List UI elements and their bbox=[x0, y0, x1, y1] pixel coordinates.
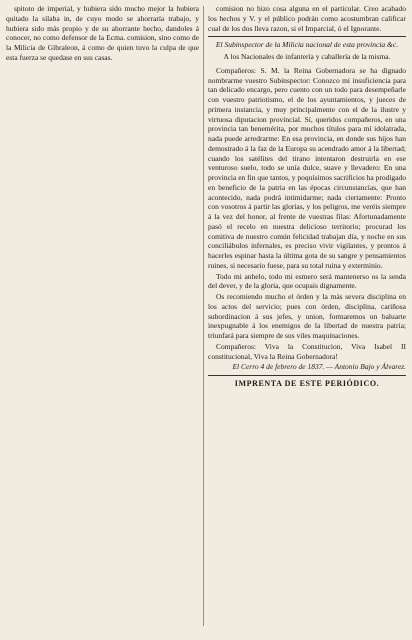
printer-imprint: IMPRENTA DE ESTE PERIÓDICO. bbox=[234, 379, 380, 388]
proclamation-addressee: A los Nacionales de infantería y caballería de la misma. bbox=[223, 52, 391, 61]
left-column-text: spitoto de imperial, y hubiera sido mucho mejor la hubiera quitado la silaba in, de cuyo modo se ahorraría trabajo, y hubiera sido más propio y de su ahorrante hecho, dandoles á conocer, no como defensor de la Ecma. comision, sino como de la Milicia de Gibraleon, á como de quien tuvo la culpa de que esta fuerza se quedase en sus casas. bbox=[6, 4, 199, 62]
proclamation-paragraph: Compañeros: Viva la Constitucion, Viva Isabel II constitucional, Viva la Reina Gobernadora! bbox=[208, 341, 406, 361]
right-column bbox=[208, 4, 406, 389]
proclamation-paragraph: Os recomiendo mucho el órden y la más severa disciplina en los actos del servicio; pues con órden, disciplina, cariñosa subordinacion á sus jefes, y union, formaremos un baluarte inexpugnable á los enemigos de la libertad de nuestra patria; triunfará para siempre de sus viles maquinaciones. bbox=[208, 292, 406, 340]
proclamation-paragraph: Compañeros: S. M. la Reina Gobernadora se ha dignado nombrarme vuestro Subinspector: Conozco mi insuficiencia para tan delicado encargo, pero cuento con un todo para desempeñarle con vuestro patriotismo, el de los ayuntamientos, y jueces de primera instancia, y muy principalmente con el de la ilustre y virtuosa diputacion provincial. Sí, queridos compañeros, en una provincia tan benemérita, por muchos títulos para mí idolatrada, nada puede arredrarme: En esa provincia, en donde sus hijos han demostrado á la faz de la Europa su acendrado amor á la libertad; cuando los satélites del tirano intentaron destruirla en ese venturoso suelo, todo se unía dulce, suave y llevadero: En una provincia en fin que tantos, y poquísimos sacrificios ha prodigado en beneficio de la patria en las épocas circunstancias, que han acontecido, nada podrá intimidarme; nada ciertamente: Pronto con vosotros á partir las glorias, y los peligros, me veréis siempre á la vez del honor, al frente de vuestras filas: Afortunadamente pasó el recelo en nuestra delicioso territorio; procurad los comitiva de nuestro común felicidad trabajan día, y noche en sus conciliábulos infernales, es preciso vivir vigilantes, y prontos á hacerles espinar hasta la última gota de su sangre y pensamientos ruines, si necesario fuese, para su total ruina y exterminio. bbox=[208, 65, 406, 270]
right-column-intro: comision no hizo cosa alguna en el particular. Creo acabado los hechos y V. y el público podrán como acostumbran calificar cual de los dos lleva razon, si el Imparcial, ó el Ignorante. bbox=[208, 4, 406, 33]
proclamation-heading: El Subinspector de la Milicia nacional de esta provincia &c. bbox=[215, 40, 399, 50]
section-rule bbox=[208, 36, 406, 37]
proclamation-signature: El Cerro 4 de febrero de 1837. — Antonio Bajo y Álvarez. bbox=[232, 362, 406, 372]
proclamation-paragraph: Todo mi anhelo, todo mi esmero será mantenerso os la senda del dever, y de la gloria, que ocupais dignamente. bbox=[208, 271, 406, 291]
column-divider bbox=[203, 6, 204, 626]
footer-rule bbox=[208, 375, 406, 376]
left-column bbox=[6, 4, 199, 63]
